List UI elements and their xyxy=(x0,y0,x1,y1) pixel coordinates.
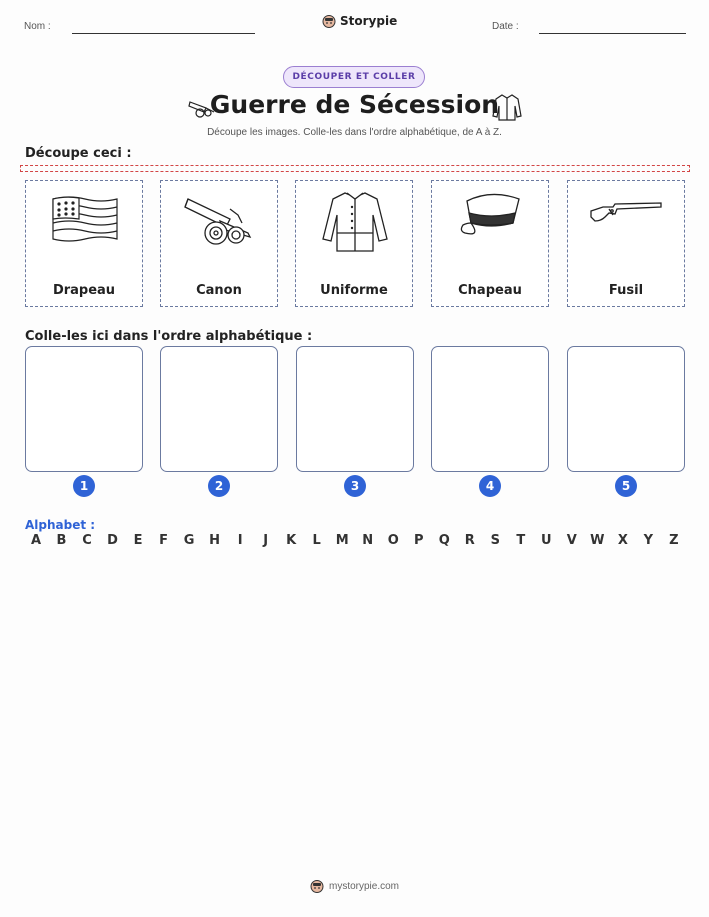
alphabet-letter: Z xyxy=(669,533,679,548)
alphabet-letter: Q xyxy=(438,533,450,548)
alphabet-letter: U xyxy=(541,533,552,548)
card-label: Canon xyxy=(196,283,242,298)
uniform-small-icon xyxy=(491,92,523,122)
alphabet-letter: G xyxy=(183,533,195,548)
name-line xyxy=(72,33,255,34)
name-label: Nom : xyxy=(24,21,51,32)
footer-site-link[interactable]: mystorypie.com xyxy=(328,880,399,892)
page-title: Guerre de Sécession xyxy=(209,90,500,119)
paste-slot-2[interactable] xyxy=(160,346,278,472)
card-label: Drapeau xyxy=(52,283,116,298)
cut-card-drapeau[interactable] xyxy=(25,180,143,307)
alphabet-letter: H xyxy=(209,533,221,548)
alphabet-letter: N xyxy=(362,533,374,548)
storypie-mascot-icon xyxy=(322,14,336,28)
footer xyxy=(0,879,709,893)
instructions: Découpe les images. Colle-les dans l'ordre alphabétique, de A à Z. xyxy=(207,127,502,138)
alphabet-letter: E xyxy=(133,533,143,548)
alphabet-letter: X xyxy=(617,533,628,548)
alphabet-letter: B xyxy=(56,533,67,548)
storypie-mascot-icon xyxy=(310,879,324,893)
alphabet-letter: T xyxy=(516,533,526,548)
musket-icon xyxy=(587,187,667,257)
activity-badge: DÉCOUPER ET COLLER xyxy=(283,66,425,88)
alphabet-letter: Y xyxy=(643,533,654,548)
alphabet-letter: M xyxy=(335,533,349,548)
cut-card-uniforme[interactable] xyxy=(295,180,413,307)
alphabet-letter: R xyxy=(464,533,475,548)
slot-number-5: 5 xyxy=(615,475,637,497)
brand-name: Storypie xyxy=(340,14,398,28)
alphabet-letter: V xyxy=(566,533,577,548)
alphabet-label: Alphabet : xyxy=(25,518,96,532)
cut-section-label: Découpe ceci : xyxy=(25,146,132,161)
alphabet-row xyxy=(25,533,685,548)
alphabet-letter: I xyxy=(237,533,243,548)
paste-slot-4[interactable] xyxy=(431,346,549,472)
alphabet-letter: W xyxy=(590,533,605,548)
cannon-icon xyxy=(180,187,260,257)
kepi-hat-icon xyxy=(451,187,531,257)
paste-slot-3[interactable] xyxy=(296,346,414,472)
date-label: Date : xyxy=(492,21,519,32)
flag-icon xyxy=(45,187,125,257)
paste-section-label: Colle-les ici dans l'ordre alphabétique : xyxy=(25,329,313,344)
alphabet-letter: K xyxy=(286,533,297,548)
brand-logo xyxy=(322,14,397,28)
card-label: Chapeau xyxy=(458,283,522,298)
card-label: Fusil xyxy=(608,283,644,298)
cut-card-fusil[interactable] xyxy=(567,180,685,307)
card-label: Uniforme xyxy=(320,283,388,298)
alphabet-letter: P xyxy=(413,533,424,548)
slot-number-4: 4 xyxy=(479,475,501,497)
cut-line xyxy=(20,165,690,172)
slot-number-1: 1 xyxy=(73,475,95,497)
alphabet-letter: O xyxy=(387,533,399,548)
alphabet-letter: L xyxy=(312,533,321,548)
alphabet-letter: D xyxy=(107,533,118,548)
alphabet-letter: C xyxy=(82,533,92,548)
slot-number-3: 3 xyxy=(344,475,366,497)
date-line xyxy=(539,33,686,34)
paste-slot-5[interactable] xyxy=(567,346,685,472)
alphabet-letter: F xyxy=(159,533,169,548)
paste-slot-1[interactable] xyxy=(25,346,143,472)
cut-card-canon[interactable] xyxy=(160,180,278,307)
alphabet-letter: A xyxy=(30,533,42,548)
cut-card-chapeau[interactable] xyxy=(431,180,549,307)
uniform-coat-icon xyxy=(315,187,395,257)
alphabet-letter: S xyxy=(490,533,500,548)
alphabet-letter: J xyxy=(263,533,269,548)
slot-number-2: 2 xyxy=(208,475,230,497)
